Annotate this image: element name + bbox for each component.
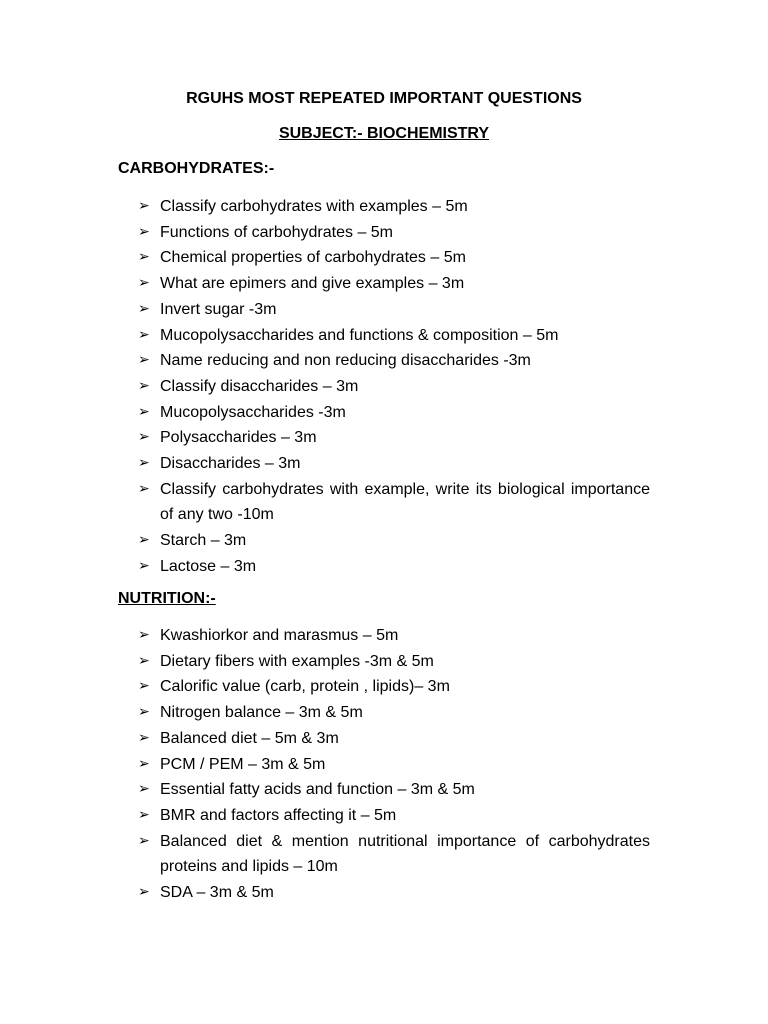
carbohydrates-question-list bbox=[138, 194, 650, 580]
arrowhead-bullet-icon: ➢ bbox=[138, 557, 150, 574]
question-list-item bbox=[138, 348, 650, 374]
question-list-item bbox=[138, 649, 650, 675]
section-heading-nutrition: NUTRITION:- bbox=[118, 590, 216, 607]
question-text: Calorific value (carb, protein , lipids)– 3m bbox=[160, 678, 450, 696]
question-text: SDA – 3m & 5m bbox=[160, 884, 274, 902]
question-list-item bbox=[138, 451, 650, 477]
arrowhead-bullet-icon: ➢ bbox=[138, 884, 150, 901]
question-list-item bbox=[138, 323, 650, 349]
question-list-item bbox=[138, 554, 650, 580]
question-text: Mucopolysaccharides and functions & composition – 5m bbox=[160, 326, 559, 344]
arrowhead-bullet-icon: ➢ bbox=[138, 249, 150, 266]
question-list-item bbox=[138, 425, 650, 451]
nutrition-question-list bbox=[138, 623, 650, 906]
question-list-item bbox=[138, 803, 650, 829]
arrowhead-bullet-icon: ➢ bbox=[138, 755, 150, 772]
question-list-item bbox=[138, 194, 650, 220]
question-list-item bbox=[138, 829, 650, 880]
arrowhead-bullet-icon: ➢ bbox=[138, 326, 150, 343]
page-title: RGUHS MOST REPEATED IMPORTANT QUESTIONS bbox=[186, 90, 582, 107]
arrowhead-bullet-icon: ➢ bbox=[138, 480, 150, 497]
question-text: Name reducing and non reducing disaccharides -3m bbox=[160, 352, 531, 370]
arrowhead-bullet-icon: ➢ bbox=[138, 223, 150, 240]
question-text: Disaccharides – 3m bbox=[160, 455, 301, 473]
question-list-item bbox=[138, 245, 650, 271]
subject-title: SUBJECT:- BIOCHEMISTRY bbox=[278, 125, 490, 142]
question-text: Functions of carbohydrates – 5m bbox=[160, 223, 394, 241]
question-text: Kwashiorkor and marasmus – 5m bbox=[160, 627, 399, 644]
arrowhead-bullet-icon: ➢ bbox=[138, 455, 150, 472]
question-text: Nitrogen balance – 3m & 5m bbox=[160, 704, 363, 722]
question-text: Chemical properties of carbohydrates – 5m bbox=[160, 249, 466, 267]
arrowhead-bullet-icon: ➢ bbox=[138, 781, 150, 798]
question-list-item bbox=[138, 400, 650, 426]
question-text: Essential fatty acids and function – 3m & 5m bbox=[160, 781, 475, 799]
question-text: Dietary fibers with examples -3m & 5m bbox=[160, 652, 434, 670]
question-list-item bbox=[138, 374, 650, 400]
question-text: Mucopolysaccharides -3m bbox=[160, 403, 346, 421]
question-text: Balanced diet – 5m & 3m bbox=[160, 729, 339, 747]
question-list-item bbox=[138, 271, 650, 297]
question-text: Classify carbohydrates with example, write its biological importance of any two -10m bbox=[160, 480, 650, 524]
section-heading-carbohydrates: CARBOHYDRATES:- bbox=[118, 160, 275, 177]
question-list-item bbox=[138, 623, 650, 649]
question-list-item bbox=[138, 880, 650, 906]
question-list-item bbox=[138, 700, 650, 726]
arrowhead-bullet-icon: ➢ bbox=[138, 729, 150, 746]
arrowhead-bullet-icon: ➢ bbox=[138, 352, 150, 369]
arrowhead-bullet-icon: ➢ bbox=[138, 198, 150, 214]
arrowhead-bullet-icon: ➢ bbox=[138, 532, 150, 549]
arrowhead-bullet-icon: ➢ bbox=[138, 652, 150, 669]
question-list-item bbox=[138, 297, 650, 323]
question-list-item bbox=[138, 477, 650, 528]
question-list-item bbox=[138, 528, 650, 554]
arrowhead-bullet-icon: ➢ bbox=[138, 300, 150, 317]
question-text: Invert sugar -3m bbox=[160, 300, 277, 318]
question-text: Polysaccharides – 3m bbox=[160, 429, 317, 447]
arrowhead-bullet-icon: ➢ bbox=[138, 832, 150, 849]
arrowhead-bullet-icon: ➢ bbox=[138, 275, 150, 292]
question-text: BMR and factors affecting it – 5m bbox=[160, 806, 397, 824]
question-text: Starch – 3m bbox=[160, 532, 247, 550]
arrowhead-bullet-icon: ➢ bbox=[138, 806, 150, 823]
question-list-item bbox=[138, 674, 650, 700]
question-list-item bbox=[138, 726, 650, 752]
question-text: What are epimers and give examples – 3m bbox=[160, 275, 465, 293]
arrowhead-bullet-icon: ➢ bbox=[138, 429, 150, 446]
arrowhead-bullet-icon: ➢ bbox=[138, 704, 150, 721]
question-list-item bbox=[138, 777, 650, 803]
question-text: Classify carbohydrates with examples – 5m bbox=[160, 198, 468, 215]
arrowhead-bullet-icon: ➢ bbox=[138, 377, 150, 394]
arrowhead-bullet-icon: ➢ bbox=[138, 678, 150, 695]
question-list-item bbox=[138, 752, 650, 778]
question-list-item bbox=[138, 220, 650, 246]
question-text: Lactose – 3m bbox=[160, 557, 257, 575]
question-text: Classify disaccharides – 3m bbox=[160, 377, 359, 395]
question-text: Balanced diet & mention nutritional importance of carbohydrates proteins and lipids – 10m bbox=[160, 832, 650, 876]
arrowhead-bullet-icon: ➢ bbox=[138, 403, 150, 420]
question-text: PCM / PEM – 3m & 5m bbox=[160, 755, 326, 773]
arrowhead-bullet-icon: ➢ bbox=[138, 627, 150, 643]
